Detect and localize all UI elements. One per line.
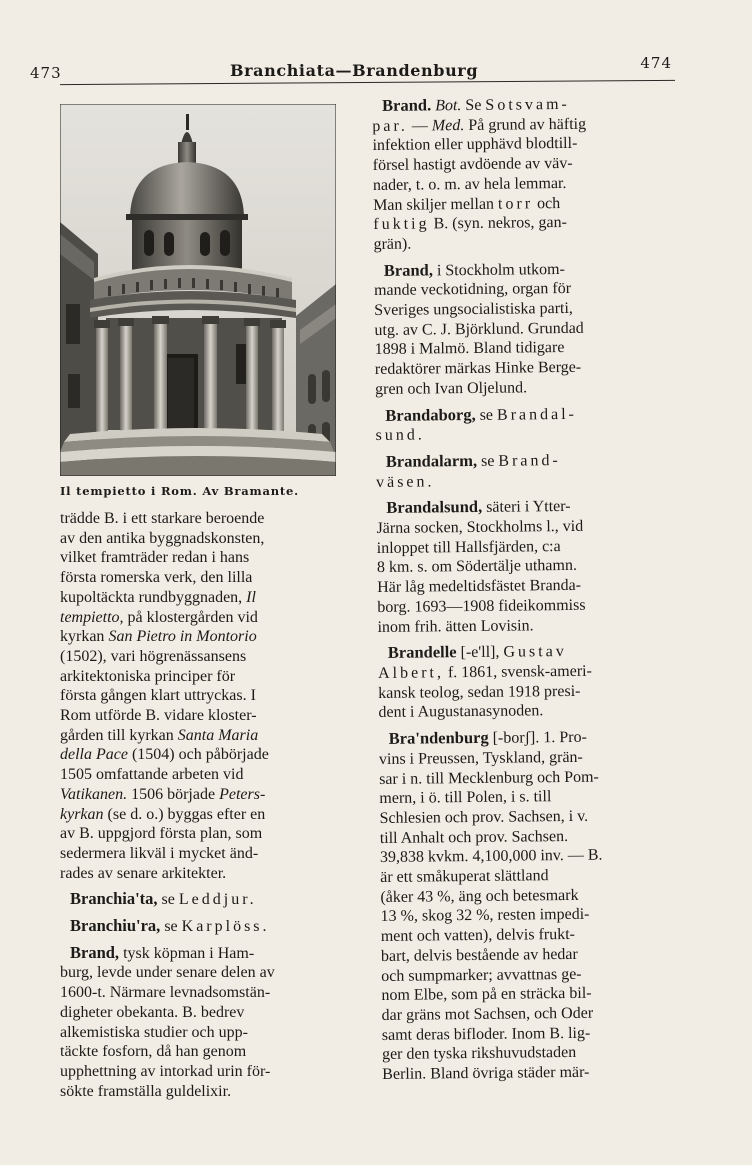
headword: Brandelle xyxy=(387,642,457,663)
text-run: på klostergården vid xyxy=(123,608,258,626)
text-line xyxy=(60,706,348,726)
text-run: (se d. o.) byggas efter en xyxy=(103,805,266,823)
text-line xyxy=(60,824,348,844)
cross-reference: Sotsvam- xyxy=(485,95,570,114)
text-line xyxy=(60,1003,348,1023)
text-run: säteri i Ytter- xyxy=(482,498,571,517)
text-run: arkitektoniska principer för xyxy=(60,667,236,685)
tempietto-photo xyxy=(60,104,336,476)
text-run: 1898 i Malmö. Bland tidigare xyxy=(374,339,565,359)
headword: Brand, xyxy=(383,259,433,280)
text-run: och xyxy=(533,194,561,212)
text-run: och sumpmarker; avvattnas ge- xyxy=(381,965,582,985)
text-run: (1502), vari högrenässansens xyxy=(60,647,247,665)
headword: Brandaborg, xyxy=(385,404,476,425)
text-run: Med. xyxy=(431,116,465,135)
text-run: kansk teolog, sedan 1918 presi- xyxy=(378,682,581,702)
text-line xyxy=(60,667,348,687)
text-run: nom Elbe, som på en sträcka bil- xyxy=(381,984,592,1005)
text-run: sökte framställa guldelixir. xyxy=(60,1082,232,1100)
text-line xyxy=(60,805,348,825)
text-run: 39,838 kvkm. 4,100,000 inv. — B. xyxy=(379,846,603,867)
text-run: vins i Preussen, Tyskland, grän- xyxy=(378,748,583,768)
text-run: alkemistiska studier och upp- xyxy=(60,1023,248,1041)
text-line xyxy=(60,983,348,1003)
text-run: digheter obekanta. B. bedrev xyxy=(60,1003,245,1021)
text-run: — xyxy=(407,117,432,135)
text-run: ment och vatten), delvis frukt- xyxy=(380,926,576,946)
text-line xyxy=(60,765,348,785)
cross-reference: Leddjur. xyxy=(178,891,257,909)
text-line xyxy=(60,509,348,529)
right-text-column xyxy=(372,93,687,1085)
text-run: grän). xyxy=(373,235,412,253)
text-line xyxy=(60,943,348,964)
text-run: Berlin. Bland övriga städer mär- xyxy=(382,1063,590,1083)
text-run: bart, delvis bestående av hedar xyxy=(380,945,578,965)
headword: Brandalsund, xyxy=(386,497,483,518)
text-run: [-e'll], xyxy=(456,643,504,662)
text-run: (åker 43 %, äng och betesmark xyxy=(380,886,579,906)
text-run: upphettning av intorkad urin för- xyxy=(60,1062,271,1080)
text-run: gården till kyrkan xyxy=(60,726,178,744)
text-run: samt deras bifloder. Inom B. lig- xyxy=(381,1024,591,1044)
text-line xyxy=(60,963,348,983)
text-line xyxy=(60,1062,348,1082)
text-run: burg, levde under senare delen av xyxy=(60,964,275,982)
headword: Brandalarm, xyxy=(385,450,478,471)
text-line xyxy=(373,232,678,255)
text-run: se xyxy=(476,452,499,470)
text-run: till Anhalt och prov. Sachsen. xyxy=(379,827,569,847)
cross-reference: torr xyxy=(497,194,534,213)
cross-reference: Brand- xyxy=(498,451,561,470)
text-run: i Stockholm utkom- xyxy=(432,260,565,279)
text-line xyxy=(60,529,348,549)
text-run: mande veckotidning, organ för xyxy=(373,280,572,300)
text-run: della Pace xyxy=(60,746,128,764)
text-run: inom frih. ätten Lovisin. xyxy=(377,616,534,636)
text-run: redaktörer märkas Hinke Berge- xyxy=(374,358,582,379)
text-line xyxy=(382,1062,687,1085)
text-run: dent i Augustanasynoden. xyxy=(378,702,544,722)
text-line xyxy=(60,588,348,608)
text-line xyxy=(60,608,348,628)
text-run: mern, i ö. till Polen, i s. till xyxy=(379,788,552,808)
text-run: Il xyxy=(246,588,256,606)
text-run: kyrkan xyxy=(60,628,109,646)
text-line xyxy=(60,627,348,647)
text-line xyxy=(376,469,681,492)
tempietto-illustration xyxy=(60,104,336,476)
text-line xyxy=(60,785,348,805)
text-run: Santa Maria xyxy=(177,726,259,744)
text-run: f. 1861, svensk-ameri- xyxy=(443,662,592,682)
text-run: trädde B. i ett starkare beroende xyxy=(60,510,265,527)
text-run: 1600-t. Närmare levnadsomstän- xyxy=(60,984,271,1002)
headword: Branchia'ta, xyxy=(70,889,158,909)
text-run: sar i n. till Mecklenburg och Pom- xyxy=(379,768,599,788)
text-line xyxy=(60,568,348,588)
text-line xyxy=(60,1082,348,1102)
text-line xyxy=(60,745,348,765)
text-run: inloppet till Hallsfjärden, c:a xyxy=(376,537,561,557)
headword: Bra'ndenburg xyxy=(388,727,489,748)
text-run: Man skiljer mellan xyxy=(373,195,499,214)
text-run: Sveriges ungsocialistiska parti, xyxy=(374,299,573,320)
text-run: 13 %, skog 32 %, resten impedi- xyxy=(380,906,590,926)
running-title: Branchiata—Brandenburg xyxy=(230,61,479,80)
text-run: nader, t. o. m. av hela lemmar. xyxy=(372,174,567,194)
text-line xyxy=(60,686,348,706)
cross-reference: fuktig xyxy=(373,215,430,234)
text-run: rades av senare arkitekter. xyxy=(60,864,227,882)
text-run: [-borʃ]. 1. Pro- xyxy=(488,728,587,747)
text-run: utg. av C. J. Björklund. Grundad xyxy=(374,319,584,339)
cross-reference: Albert, xyxy=(377,664,445,682)
text-run: (1504) och påbörjade xyxy=(127,746,269,764)
page-number-right: 474 xyxy=(640,54,672,72)
text-line xyxy=(60,1042,348,1062)
cross-reference: par. xyxy=(372,117,408,135)
text-run: försel hastigt avdöende av väv- xyxy=(372,155,573,175)
text-run: första gången klart uttryckas. I xyxy=(60,687,256,705)
text-run: se xyxy=(160,918,182,936)
text-line xyxy=(60,916,348,937)
text-run: sedermera likväl i mycket änd- xyxy=(60,844,259,862)
cross-reference: Brandal- xyxy=(496,405,578,424)
text-run: 1505 omfattande arbeten vid xyxy=(60,766,244,784)
text-run: Rom utförde B. vidare kloster- xyxy=(60,707,257,725)
text-line xyxy=(375,377,680,400)
text-run: första romerska verk, den lilla xyxy=(60,569,253,587)
text-run: kupoltäckta rundbyggnaden, xyxy=(60,588,247,606)
text-run: Schlesien och prov. Sachsen, i v. xyxy=(379,807,589,827)
text-run: borg. 1693—1908 fideikommiss xyxy=(377,596,586,616)
text-run: På grund av häftig xyxy=(464,115,587,134)
text-run: se xyxy=(157,891,179,909)
text-run: San Pietro in Montorio xyxy=(108,628,257,646)
text-run: tysk köpman i Ham- xyxy=(119,944,255,962)
page-header xyxy=(30,50,672,84)
text-line xyxy=(60,1023,348,1043)
text-run: kyrkan xyxy=(60,805,104,823)
text-run: gren och Ivan Oljelund. xyxy=(374,379,528,398)
text-line xyxy=(378,700,683,723)
cross-reference: väsen. xyxy=(375,473,435,491)
text-run: av den antika byggnadskonsten, xyxy=(60,529,265,547)
cross-reference: Karplöss. xyxy=(181,918,270,936)
cross-reference: Gustav xyxy=(503,643,567,661)
text-line xyxy=(60,844,348,864)
text-line xyxy=(377,614,682,637)
text-run: täckte fosforn, då han genom xyxy=(60,1043,247,1061)
text-run: Här låg medeltidsfästet Branda- xyxy=(377,577,582,597)
headword: Brand. xyxy=(381,95,432,115)
text-run: dar gräns mot Sachsen, och Oder xyxy=(381,1004,594,1024)
text-run: B. (syn. nekros, gan- xyxy=(429,214,567,233)
headword: Branchiu'ra, xyxy=(70,916,161,936)
headword: Brand, xyxy=(70,942,120,962)
page-number-left: 473 xyxy=(30,64,62,82)
text-line xyxy=(375,423,680,446)
text-run: Se xyxy=(461,96,486,115)
text-run: ger den tyska rikshuvudstaden xyxy=(381,1044,577,1064)
text-run: Järna socken, Stockholms l., vid xyxy=(376,517,584,538)
text-run: infektion eller upphävd blodtill- xyxy=(372,135,578,155)
text-run: se xyxy=(475,406,498,424)
text-run: är ett småkuperat slättland xyxy=(380,867,549,886)
text-run: Vatikanen. xyxy=(60,785,128,803)
left-text-column xyxy=(60,509,348,1101)
text-line xyxy=(60,647,348,667)
text-line xyxy=(60,548,348,568)
text-run: 8 km. s. om Södertälje uthamn. xyxy=(376,557,578,577)
cross-reference: sund. xyxy=(375,426,425,445)
text-run: av B. uppgjord första plan, som xyxy=(60,825,263,843)
text-line xyxy=(60,889,348,910)
text-line xyxy=(60,726,348,746)
figure-caption: Il tempietto i Rom. Av Bramante. xyxy=(60,484,299,498)
text-run: Peters- xyxy=(219,785,266,803)
text-run: Bot. xyxy=(435,97,462,115)
text-run: tempietto, xyxy=(60,608,124,626)
text-line xyxy=(60,864,348,884)
text-run: 1506 började xyxy=(127,785,220,803)
text-run: vilket framträder redan i hans xyxy=(60,549,250,567)
